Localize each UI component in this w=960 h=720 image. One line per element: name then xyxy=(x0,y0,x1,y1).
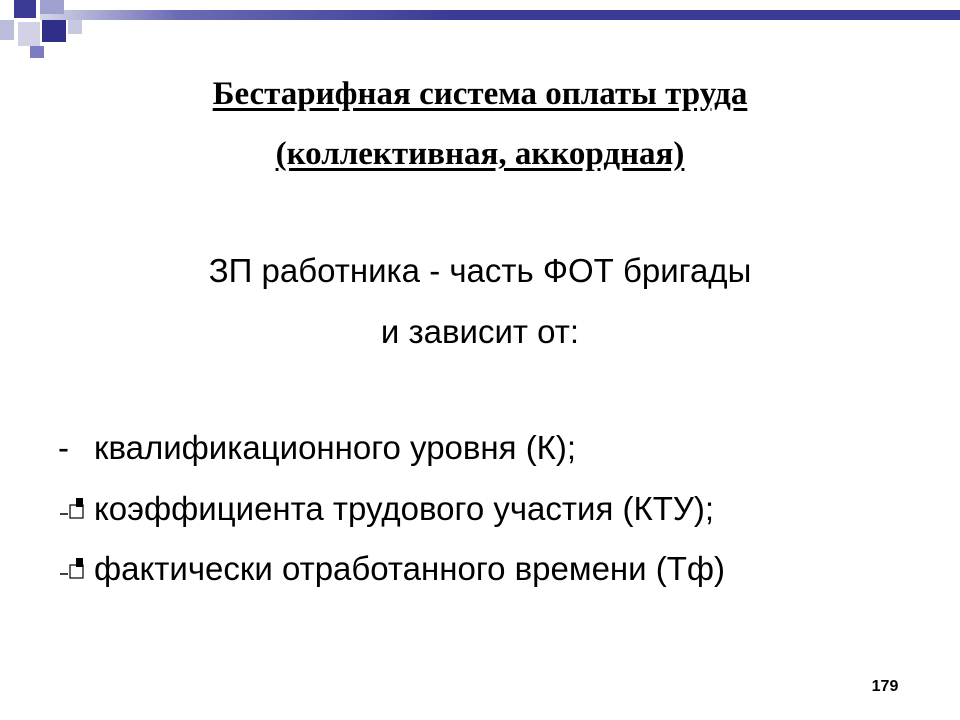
dash-bullet: - xyxy=(58,429,69,466)
folder-bullet-icon xyxy=(58,494,94,524)
decor-square xyxy=(0,20,14,40)
body-text-line-2: и зависит от: xyxy=(380,313,580,350)
folder-bullet-icon xyxy=(58,554,94,584)
list-item xyxy=(58,426,576,470)
body-text-line-1: ЗП работника - часть ФОТ бригады xyxy=(208,252,752,289)
decor-square xyxy=(40,0,64,14)
decor-square xyxy=(30,46,44,58)
list-item-text: фактически отработанного времени (Тф) xyxy=(94,550,726,587)
list-item xyxy=(58,487,714,531)
list-item-text: коэффициента трудового участия (КТУ); xyxy=(94,490,714,527)
decor-square xyxy=(42,20,66,42)
decor-square xyxy=(14,0,36,18)
list-item-text: квалификационного уровня (К); xyxy=(94,429,577,466)
slide-title-line-1: Бестарифная система оплаты труда xyxy=(212,76,748,112)
decor-square xyxy=(18,22,40,46)
header-gradient-bar xyxy=(40,10,960,20)
slide-title-line-2: (коллективная, аккордная) xyxy=(275,136,685,172)
list-item xyxy=(58,547,725,591)
decor-square xyxy=(68,20,82,34)
page-number: 179 xyxy=(871,678,899,695)
